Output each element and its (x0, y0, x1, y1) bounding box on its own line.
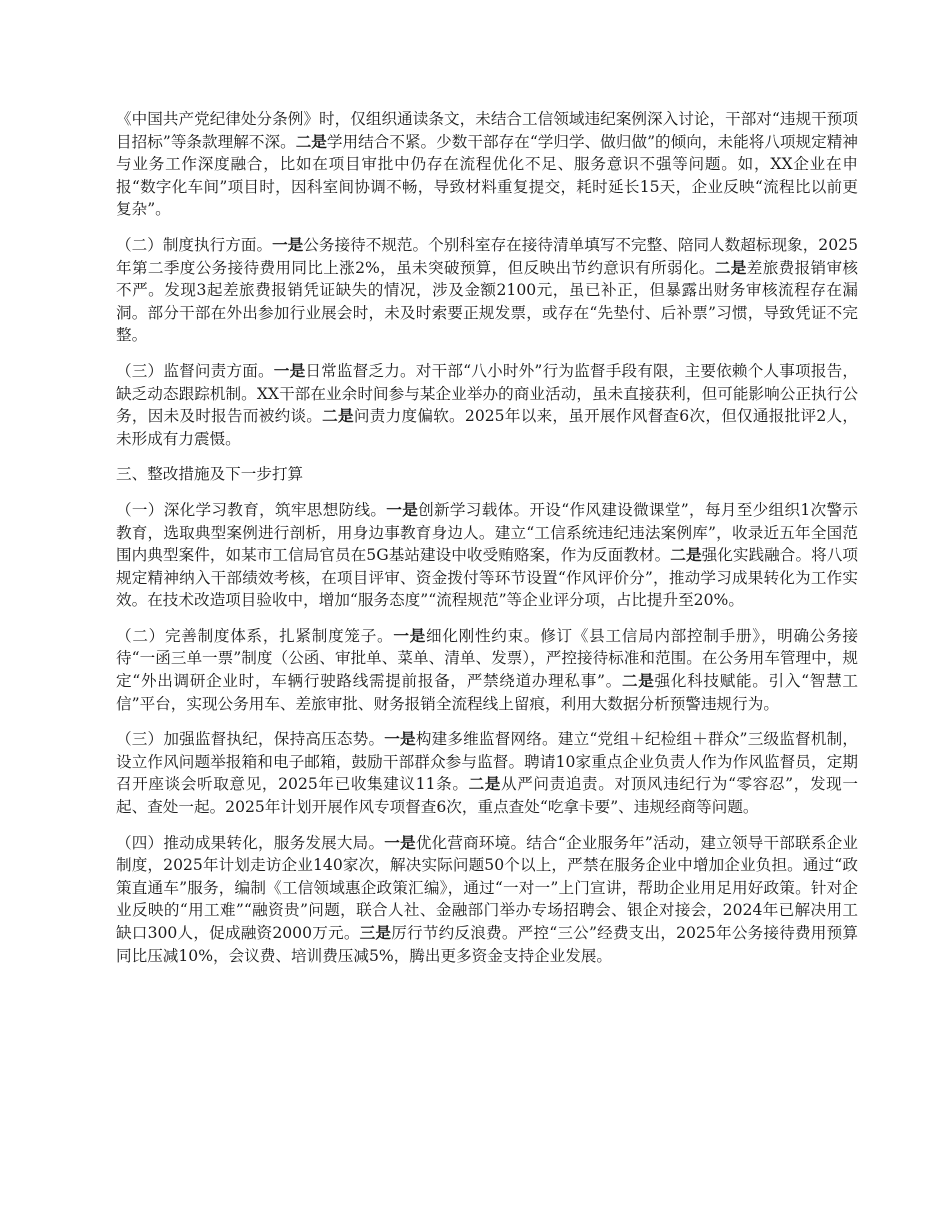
bold-run: 二是 (468, 774, 501, 794)
bold-run: 二是 (670, 545, 702, 565)
text-run: 学用结合不紧。少数干部存在“学归学、做归做”的倾向，未能将八项规定精神与业务工作深度融合，比如在项目审批中仍存在流程优化不足、服务意识不强等问题。如，XX企业在申报“数字化车间”项目时，因科室间协调不畅，导致材料重复提交，耗时延长15天，企业反映“流程比以前更复杂”。 (116, 132, 858, 219)
bold-run: 一是 (273, 360, 306, 380)
text-run: 《中国共产党纪律处分条例》时，仅组织通读条文，未结合工信领域违纪案例深入讨论，干部对“违规干预项目招标”等条款理解不深。 (116, 110, 858, 151)
bold-run: 二是 (322, 406, 354, 426)
text-run: （二）完善制度体系，扎紧制度笼子。 (116, 626, 394, 645)
bold-run: 一是 (384, 729, 416, 749)
paragraph (116, 360, 858, 450)
bold-run: 一是 (272, 234, 304, 254)
text-run: （二）制度执行方面。 (116, 235, 273, 254)
bold-run: 三是 (359, 923, 392, 942)
bold-run: 二是 (621, 671, 655, 691)
section-heading (116, 463, 858, 486)
document-body (116, 108, 858, 980)
paragraph (116, 108, 858, 221)
text-run: 公务接待不规范。个别科室存在接待清单填写不完整、陪同人数超标现象，2025年第二季度公务接待费用同比上涨2%，虽未突破预算，但反映出节约意识有所弱化。 (116, 235, 858, 277)
bold-run: 一是 (384, 832, 416, 852)
text-run: 细化刚性约束。修订《县工信局内部控制手册》，明确公务接待“一函三单一票”制度（公函、审批单、菜单、清单、发票），严控接待标准和范围。在公务用车管理中，规定“外出调研企业时，车辆行驶路线需提前报备，严禁绕道办理私事”。 (116, 626, 858, 691)
bold-run: 二是 (714, 257, 747, 277)
text-run: （一）深化学习教育，筑牢思想防线。 (116, 500, 387, 519)
text-run: （三）监督问责方面。 (116, 361, 274, 380)
text-run: 从严问责追责。对顶风违纪行为“零容忍”，发现一起、查处一起。2025年计划开展作风专项督查6次，重点查处“吃拿卡要”、违规经商等问题。 (116, 775, 858, 817)
text-run: 构建多维监督网络。建立“党组＋纪检组＋群众”三级监督机制，设立作风问题举报箱和电子邮箱，鼓励干部群众参与监督。聘请10家重点企业负责人作为作风监督员，定期召开座谈会听取意见，2025年已收集建议11条。 (116, 730, 858, 794)
text-run: （三）加强监督执纪，保持高压态势。 (116, 730, 385, 749)
heading-text: 三、整改措施及下一步打算 (116, 465, 304, 484)
bold-run: 一是 (386, 499, 419, 519)
text-run: 差旅费报销审核不严。发现3起差旅费报销凭证缺失的情况，涉及金额2100元，虽已补正，但暴露出财务审核流程存在漏洞。部分干部在外出参加行业展会时，未及时索要正规发票，或存在“先垫付、后补票”习惯，导致凭证不完整。 (116, 258, 858, 345)
paragraph (116, 625, 858, 715)
paragraph (116, 728, 858, 818)
text-run: 优化营商环境。结合“企业服务年”活动，建立领导干部联系企业制度，2025年计划走访企业140家次，解决实际问题50个以上，严禁在服务企业中增加企业负担。通过“政策直通车”服务，编制《工信领域惠企政策汇编》，通过“一对一”上门宣讲，帮助企业用足用好政策。针对企业反映的“用工难”“融资贵”问题，联合人社、金融部门举办专场招聘会、银企对接会，2024年已解决用工缺口300人，促成融资2000万元。 (116, 833, 858, 942)
paragraph (116, 234, 858, 347)
bold-run: 二是 (295, 131, 327, 151)
text-run: 问责力度偏软。2025年以来，虽开展作风督查6次，但仅通报批评2人，未形成有力震慑。 (116, 407, 858, 448)
paragraph (116, 832, 858, 968)
text-run: 厉行节约反浪费。严控“三公”经费支出，2025年公务接待费用预算同比压减10%，会议费、培训费压减5%，腾出更多资金支持企业发展。 (116, 924, 858, 965)
text-run: （四）推动成果转化，服务发展大局。 (116, 833, 385, 852)
text-run: 日常监督乏力。对干部“八小时外”行为监督手段有限，主要依赖个人事项报告，缺乏动态跟踪机制。XX干部在业余时间参与某企业举办的商业活动，虽未直接获利，但可能影响公正执行公务，因未及时报告而被约谈。 (116, 361, 858, 426)
paragraph (116, 499, 858, 612)
bold-run: 一是 (393, 625, 426, 645)
text-run: 强化实践融合。将八项规定精神纳入干部绩效考核，在项目评审、资金拨付等环节设置“作风评价分”，推动学习成果转化为工作实效。在技术改造项目验收中，增加“服务态度”“流程规范”等企业评分项，占比提升至20%。 (116, 546, 858, 610)
text-run: 强化科技赋能。引入“智慧工信”平台，实现公务用车、差旅审批、财务报销全流程线上留痕，利用大数据分析预警违规行为。 (116, 672, 858, 713)
text-run: 创新学习载体。开设“作风建设微课堂”，每月至少组织1次警示教育，选取典型案例进行剖析，用身边事教育身边人。建立“工信系统违纪违法案例库”，收录近五年全国范围内典型案件，如某市工信局官员在5G基站建设中收受贿赂案，作为反面教材。 (116, 500, 858, 565)
